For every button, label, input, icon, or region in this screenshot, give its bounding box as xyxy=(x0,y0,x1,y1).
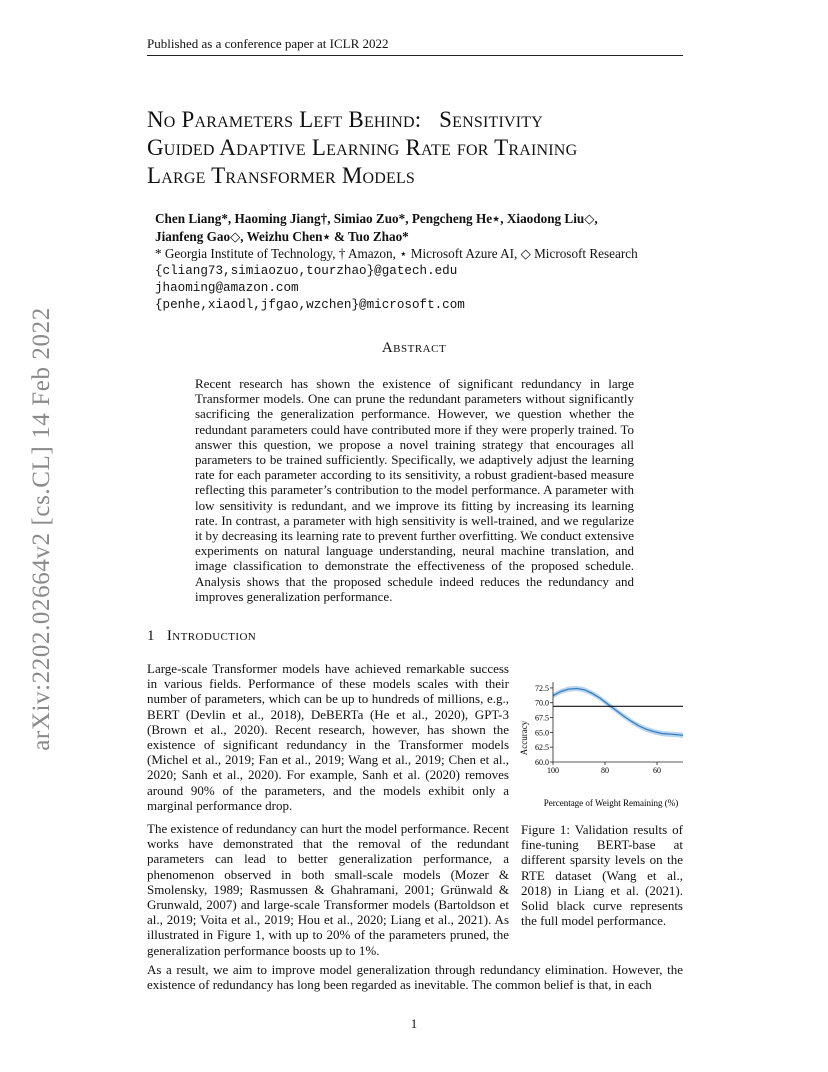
paper-title xyxy=(147,106,707,190)
x-tick-label: 60 xyxy=(653,766,661,775)
figure-1-chart xyxy=(513,676,687,811)
y-tick-label: 67.5 xyxy=(535,713,549,723)
email-amazon: jhaoming@amazon.com xyxy=(155,280,299,295)
running-header: Published as a conference paper at ICLR 2022 xyxy=(147,36,389,51)
email-gatech: {cliang73,simiaozuo,tourzhao}@gatech.edu xyxy=(155,263,458,278)
y-tick-label: 62.5 xyxy=(535,743,549,753)
x-tick-label: 100 xyxy=(547,766,559,775)
author-names-line-2: Jianfeng Gao◇, Weizhu Chen⋆ & Tuo Zhao* xyxy=(155,228,409,244)
title-line-3: Large Transformer Models xyxy=(147,163,416,188)
y-tick-label: 60.0 xyxy=(535,758,549,767)
figure-1 xyxy=(513,676,687,811)
x-axis-label: Percentage of Weight Remaining (%) xyxy=(543,798,679,808)
arxiv-watermark-text: arXiv:2202.02664v2 [cs.CL] 14 Feb 2022 xyxy=(28,307,55,751)
email-microsoft: {penhe,xiaodl,jfgao,wzchen}@microsoft.com xyxy=(155,297,465,312)
section-number: 1 xyxy=(147,628,155,644)
author-block xyxy=(155,210,695,314)
y-axis-label: Accuracy xyxy=(519,720,529,756)
section-heading xyxy=(147,628,256,645)
author-names-line-1: Chen Liang*, Haoming Jiang†, Simiao Zuo*, Pengcheng He⋆, Xiaodong Liu◇, xyxy=(155,211,598,226)
y-tick-label: 70.0 xyxy=(535,698,549,708)
header-rule xyxy=(147,55,683,56)
affiliations: * Georgia Institute of Technology, † Amazon, ⋆ Microsoft Azure AI, ◇ Microsoft Research xyxy=(155,246,638,261)
accuracy-series-line xyxy=(553,689,683,736)
section-title: Introduction xyxy=(166,628,257,644)
title-line-1: No Parameters Left Behind: Sensitivity xyxy=(147,107,544,132)
intro-paragraph-3: As a result, we aim to improve model generalization through redundancy elimination. However, the existence of redundancy has long been regarded as inevitable. The common belief is that, in each xyxy=(147,962,683,993)
x-tick-label: 80 xyxy=(601,766,609,775)
figure-1-caption: Figure 1: Validation results of fine-tuning BERT-base at different sparsity levels on the RTE dataset (Wang et al., 2018) in Liang et al. (2021). Solid black curve represents the full model performance. xyxy=(521,822,683,929)
intro-paragraph-2: The existence of redundancy can hurt the model performance. Recent works have demonstrated that the removal of the redundant parameters can lead to better generalization performance, a phenomenon observed in both small-scale models (Mozer & Smolensky, 1989; Rasmussen & Ghahramani, 2001; Grünwald & Grunwald, 2007) and large-scale Transformer models (Bartoldson et al., 2019; Voita et al., 2019; Hou et al., 2020; Liang et al., 2021). As illustrated in Figure 1, with up to 20% of the parameters pruned, the generalization performance boosts up to 1%. xyxy=(147,821,509,958)
page-number: 1 xyxy=(410,1016,418,1031)
arxiv-watermark xyxy=(20,294,64,764)
abstract-heading: Abstract xyxy=(381,340,447,356)
intro-paragraph-1: Large-scale Transformer models have achieved remarkable success in various fields. Performance of these models scales with their number of parameters, which can be up to hundreds of millions, e.g., BERT (Devlin et al., 2018), DeBERTa (He et al., 2020), GPT-3 (Brown et al., 2020). Recent research, however, has shown the existence of significant redundancy in the Transformer models (Michel et al., 2019; Fan et al., 2019; Wang et al., 2019; Chen et al., 2020; Sanh et al., 2020). For example, Sanh et al. (2020) removes around 90% of the parameters, and the models exhibit only a marginal performance drop. xyxy=(147,661,509,813)
y-tick-label: 65.0 xyxy=(535,728,549,738)
abstract-text: Recent research has shown the existence of significant redundancy in large Transformer models. One can prune the redundant parameters without significantly sacrificing the generalization performance. However, we question whether the redundant parameters could have contributed more if they were properly trained. To answer this question, we propose a novel training strategy that encourages all parameters to be trained sufficiently. Specifically, we adaptively adjust the learning rate for each parameter according to its sensitivity, a robust gradient-based measure reflecting this parameter’s contribution to the model performance. A parameter with low sensitivity is redundant, and we improve its fitting by increasing its learning rate. In contrast, a parameter with high sensitivity is well-trained, and we regularize it by decreasing its learning rate to prevent further overfitting. We conduct extensive experiments on natural language understanding, neural machine translation, and image classification to demonstrate the effectiveness of the proposed schedule. Analysis shows that the proposed schedule indeed reduces the redundancy and improves generalization performance. xyxy=(195,376,634,604)
title-line-2: Guided Adaptive Learning Rate for Training xyxy=(147,135,578,160)
y-tick-label: 72.5 xyxy=(535,683,549,693)
